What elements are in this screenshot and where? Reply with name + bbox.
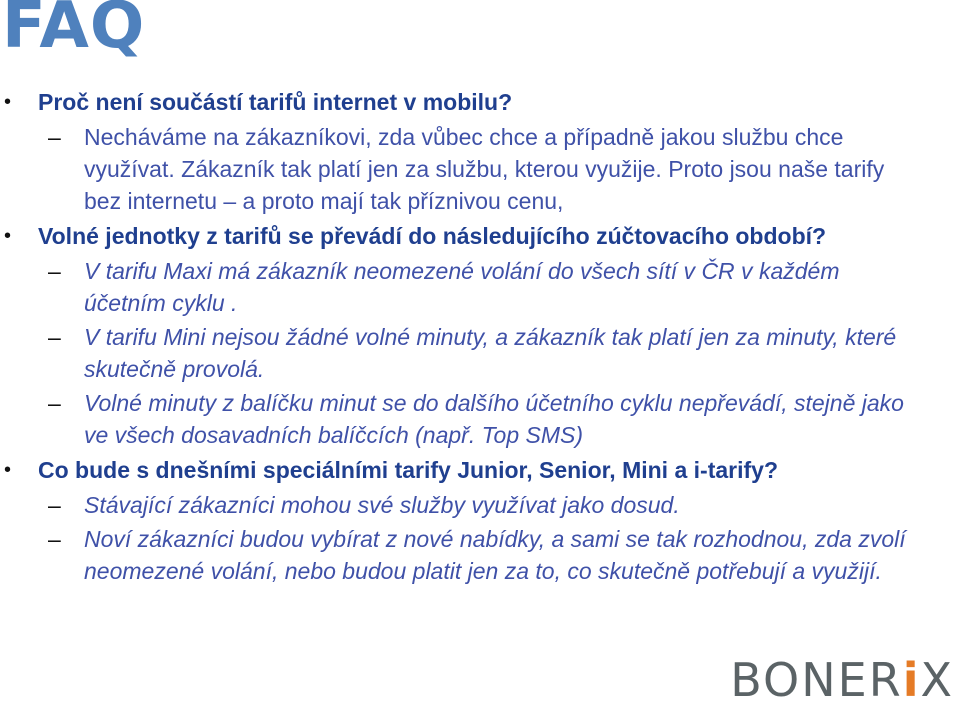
dash-icon: –: [48, 390, 61, 416]
faq-list: [0, 85, 960, 589]
faq-answer-text: V tarifu Maxi má zákazník neomezené volání do všech sítí v ČR v každém účetním cyklu .: [84, 258, 840, 316]
dash-icon: –: [48, 324, 61, 350]
faq-answer-text: Noví zákazníci budou vybírat z nové nabídky, a sami se tak rozhodnou, zda zvolí neomezené volání, nebo budou platit jen za to, co skutečně potřebují a využijí.: [84, 526, 906, 584]
brand-logo: [730, 652, 954, 708]
faq-question-text: Volné jednotky z tarifů se převádí do následujícího zúčtovacího období?: [38, 223, 827, 249]
dash-icon: –: [48, 258, 61, 284]
dash-icon: –: [48, 492, 61, 518]
faq-answer: [0, 321, 914, 385]
faq-answer-text: Volné minuty z balíčku minut se do dalšího účetního cyklu nepřevádí, stejně jako ve všech dosavadních balíčcích (např. Top SMS): [84, 390, 904, 448]
bullet-icon: •: [4, 225, 12, 247]
logo-text-part2: X: [920, 653, 954, 707]
dash-icon: –: [48, 124, 61, 150]
faq-answer-text: Stávající zákazníci mohou své služby využívat jako dosud.: [84, 492, 680, 518]
logo-accent: i: [902, 653, 921, 707]
faq-answer: [0, 121, 914, 217]
faq-question-text: Proč není součástí tarifů internet v mobilu?: [38, 89, 513, 115]
faq-answer: [0, 523, 914, 587]
logo-text-part1: BONER: [730, 653, 903, 707]
page-title: FAQ: [2, 0, 146, 63]
faq-answer: [0, 387, 914, 451]
faq-answer: [0, 489, 914, 521]
faq-answer: [0, 255, 914, 319]
faq-question: [0, 453, 938, 487]
faq-answer-text: Necháváme na zákazníkovi, zda vůbec chce a případně jakou službu chce využívat. Zákazník tak platí jen za službu, kterou využije. Proto jsou naše tarify bez internetu – a proto mají tak příznivou cenu,: [84, 124, 885, 214]
faq-answer-text: V tarifu Mini nejsou žádné volné minuty, a zákazník tak platí jen za minuty, které skutečně provolá.: [84, 324, 897, 382]
faq-question-text: Co bude s dnešními speciálními tarify Junior, Senior, Mini a i-tarify?: [38, 457, 778, 483]
dash-icon: –: [48, 526, 61, 552]
bullet-icon: •: [4, 459, 12, 481]
bullet-icon: •: [4, 91, 12, 113]
faq-question: [0, 85, 938, 119]
faq-question: [0, 219, 938, 253]
